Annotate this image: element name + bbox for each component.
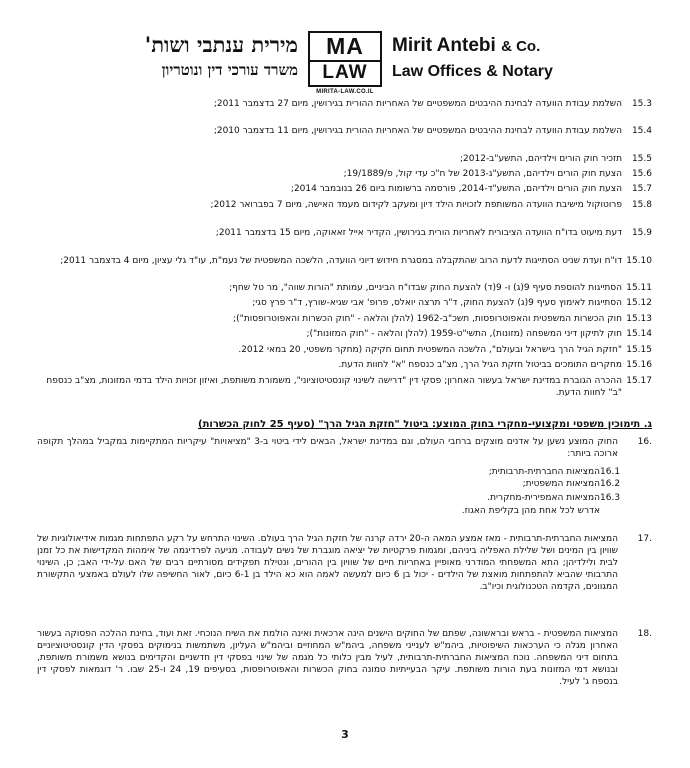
list-item bbox=[37, 199, 652, 227]
item-text: פרוטוקול מישיבת הוועדה המשותפת לזכויות הילד דיון ומעקב לקידום מעמד האישה, מיום 7 בפברואר 2012; bbox=[210, 200, 622, 210]
sub-item bbox=[487, 492, 640, 504]
item-text: הצעת חוק הורים וילדיהם, התשע"ג-2013 של ח"כ עדי קול, פ/19/1889; bbox=[343, 169, 622, 179]
item-number: 15.15 bbox=[626, 345, 652, 355]
item-text: השלמת עבודת הוועדה לבחינת ההיבטים המשפטיים של האחריות ההורית בגירושין, מיום 27 בדצמבר 2011; bbox=[213, 99, 622, 109]
list-item bbox=[37, 359, 652, 375]
item-text: תזכיר חוק הורים וילדיהם, התשע"ב-2012; bbox=[459, 154, 622, 164]
firm-name-english bbox=[392, 34, 553, 59]
paragraph-text: החוק המוצע נשען על אדנים מוצקים ברחבי העולם, וגם במדינת ישראל, הבאים לידי ביטוי ב-3 "מציאויות" עיקריות המתקיימות במקביל במהלך תקופה ארוכה ביותר: bbox=[37, 437, 618, 459]
item-text: ההכרה הגוברת במדינת ישראל בעשור האחרון; פסקי דין "דרישה לשינוי קונסטיטוציוני", משמורת משותפת, ואיזון זכויות הילד בדמי המזונות, מצ"ב כנספח "ב" לחוות הדעת. bbox=[46, 376, 622, 398]
item-number: 15.6 bbox=[631, 169, 652, 179]
sub-item-number: 16.1 bbox=[600, 467, 621, 477]
sub-item-number: 16.3 bbox=[600, 493, 621, 503]
firm-logo bbox=[308, 31, 382, 95]
paragraph-number: 18. bbox=[637, 629, 652, 639]
list-item bbox=[37, 153, 652, 168]
item-number: 15.17 bbox=[626, 376, 652, 386]
firm-subtitle-hebrew: משרד עורכי דין ונוטריון bbox=[161, 61, 298, 79]
item-number: 15.13 bbox=[626, 314, 652, 324]
item-text: הסתייגות להוספת סעיף 9(ג) ו- 9(ד) להצעת החוק שבדו"ח הביניים, עמותת "הורות שווה", מר טל שחף; bbox=[229, 283, 622, 293]
list-item bbox=[37, 168, 652, 183]
paragraph-text: המציאות החברתית-תרבותית - מאז אמצע המאה ה-20 ירדה קרנה של חזקת הגיל הרך בעולם. השינוי התרחש על רקע התפתחות מגמות אידיאולוגיות של שוויון בין המינים ושל שלילת האפליה ביניהם, ומגמות פרקטיות של יציאה מוגברת של נשים לעבודה. מגיעה לפרדיגמה של אימהות המקדישות את כל זמנן לבית ולילדיהן; התא המשפחתי המודרני מאופיין באחריות חיים של שוויון בין ההורים, ונטילת תפקידים מסורתיים רבים של האם על-ידי האב; כן, השינוי התרבותי שהביא להתפתחות מואצת של הילדים - יכול בן 6 כיום למעשה לאמה הוא כא הילד בן 6-1 כיום, לאור החשיפה שלו לעולם באמצעי התקשורת המגוונים, הקדמה הטכנולוגית וכיו"ב. bbox=[37, 534, 618, 592]
section-heading-text: ג. תימוכין משפטי ומקצועי-מחקרי בחוק המוצע: ביטול "חזקת הגיל הרך" (סעיף 25 לחוק הכשרות) bbox=[198, 419, 652, 430]
list-item bbox=[37, 183, 652, 199]
list-item bbox=[37, 227, 652, 255]
logo-law: LAW bbox=[322, 62, 368, 83]
section-heading bbox=[37, 418, 652, 432]
item-text: חוק הכשרות המשפטית והאפוטרופסות, תשכ"ב-1962 (להלן והלאה - "חוק הכשרות והאפוטרופסות"); bbox=[233, 314, 622, 324]
item-number: 15.5 bbox=[631, 154, 652, 164]
list-item bbox=[37, 255, 652, 282]
item-text: הסתייגות לאימוץ סעיף 9(ג) להצעת החוק, ד"ר תרצה יואלס, פרופ' אבי שגיא-שורץ, ד"ר פרץ סגי; bbox=[252, 298, 622, 308]
letterhead-hebrew bbox=[145, 32, 298, 80]
paragraph-17 bbox=[37, 533, 652, 607]
logo-box bbox=[308, 31, 382, 87]
item-text: השלמת עבודת הוועדה לבחינת ההיבטים המשפטיים של האחריות ההורית בגירושין, מיום 11 בדצמבר 2010; bbox=[213, 126, 622, 136]
sub-item-text: המציאות המשפטית; bbox=[522, 479, 600, 489]
paragraph-number: 17. bbox=[637, 534, 652, 544]
sub-item-text: המציאות האמפירית-מחקרית. bbox=[487, 493, 600, 503]
sub-item bbox=[489, 466, 640, 478]
list-item bbox=[37, 344, 652, 359]
item-text: "חזקת הגיל הרך בישראל ובעולם", הלשכה המשפטית תחום חקיקה (מחקר משפטי, 20 במאי 2012. bbox=[238, 345, 622, 355]
list-item bbox=[37, 282, 652, 297]
item-number: 15.9 bbox=[631, 228, 652, 238]
item-number: 15.8 bbox=[631, 200, 652, 210]
item-number: 15.3 bbox=[631, 99, 652, 109]
list-item bbox=[37, 98, 652, 125]
paragraph-text: המציאות המשפטית - בראש ובראשונה, שפתם של החוקים הישנים הינה ארכאית ואינה הולמת את השיח הנוכחי. זאת ועוד, בחינת ההלכה הפסוקה בעשור האחרון מגלה כי הערכאות השיפוטיות, ביהמ"ש לענייני משפחה, ביהמ"ש המחוזיים וביהמ"ש העליון, משתמשות בנימוקים בפסקי הדין קונסטיטוציוניים בתחום דיני המשפחה. נוכח המציאות החברתית-תרבותית, לעיל מבין כלותי כל מגמה של שינוי בפסקי דין חדשניים והקדימים בנושא משמורת משותפת, ובנושא דמי המזונות בעת הורות משותפת. עיקר הבעייתיות טמונה בחוק הכשרות והאפוטרופסות, בסעיפים 19, 24 ו-25 שבו. ר' דוגמאות לפסקי דין בנספח ג' לעיל. bbox=[37, 629, 618, 687]
firm-subtitle-english: Law Offices & Notary bbox=[392, 63, 553, 80]
firm-name: Mirit Antebi bbox=[392, 35, 496, 56]
item-number: 15.11 bbox=[626, 283, 652, 293]
item-text: דו"ח ועדת שניט הסתייגות לדעת הרוב שהתקבלה במסגרת חידוש דיוני הוועדה, הלשכה המשפטית של נעמ"ת, עו"ד גלי עציון, מיום 4 בדצמבר 2011; bbox=[60, 256, 622, 266]
sub-item-text: המציאות החברתית-תרבותית; bbox=[488, 467, 600, 477]
letterhead-english bbox=[392, 34, 553, 83]
item-text: דעת מיעוט בדו"ח הוועדה הציבורית לאחריות הורית בגירושין, הקדיר אייל זאאוקה, מיום 15 בדצמבר 2011; bbox=[215, 228, 622, 238]
sub-item-number: 16.2 bbox=[600, 479, 621, 489]
item-text: הצעת חוק הורים וילדיהם, התשע"ד-2014, פורסמה ברשומות ביום 26 בנובמבר 2014; bbox=[290, 184, 622, 194]
paragraph-16 bbox=[37, 436, 652, 462]
list-item bbox=[37, 328, 652, 344]
item-number: 15.14 bbox=[626, 329, 652, 339]
sub-item bbox=[523, 478, 640, 490]
item-number: 15.4 bbox=[631, 126, 652, 136]
list-item bbox=[37, 375, 652, 403]
logo-url: MIRITA-LAW.CO.IL bbox=[316, 89, 374, 95]
section-note bbox=[462, 505, 600, 517]
paragraph-18 bbox=[37, 628, 652, 702]
item-number: 15.12 bbox=[626, 298, 652, 308]
list-item bbox=[37, 125, 652, 153]
item-number: 15.16 bbox=[626, 360, 652, 370]
firm-co: & Co. bbox=[501, 38, 541, 55]
firm-name-hebrew: מירית ענתבי ושות' bbox=[144, 32, 298, 57]
list-item bbox=[37, 297, 652, 313]
paragraph-number: 16. bbox=[637, 437, 652, 447]
item-number: 15.7 bbox=[631, 184, 652, 194]
item-number: 15.10 bbox=[626, 256, 652, 266]
item-text: מחקרים התומכים בביטול חזקת הגיל הרך, מצ"ב כנספח "א" לחוות הדעת. bbox=[338, 360, 622, 370]
note-text: אדרש לכל אחת מהן בקליפת האגוז. bbox=[461, 506, 600, 516]
page-number: 3 bbox=[341, 728, 349, 741]
list-item bbox=[37, 313, 652, 328]
item-text: חוק לתיקון דיני המשפחה (מזונות), התשי"ט-1959 (להלן והלאה - "חוק המזונות"); bbox=[306, 329, 622, 339]
logo-ma: MA bbox=[326, 33, 364, 59]
sources-list bbox=[37, 98, 652, 403]
